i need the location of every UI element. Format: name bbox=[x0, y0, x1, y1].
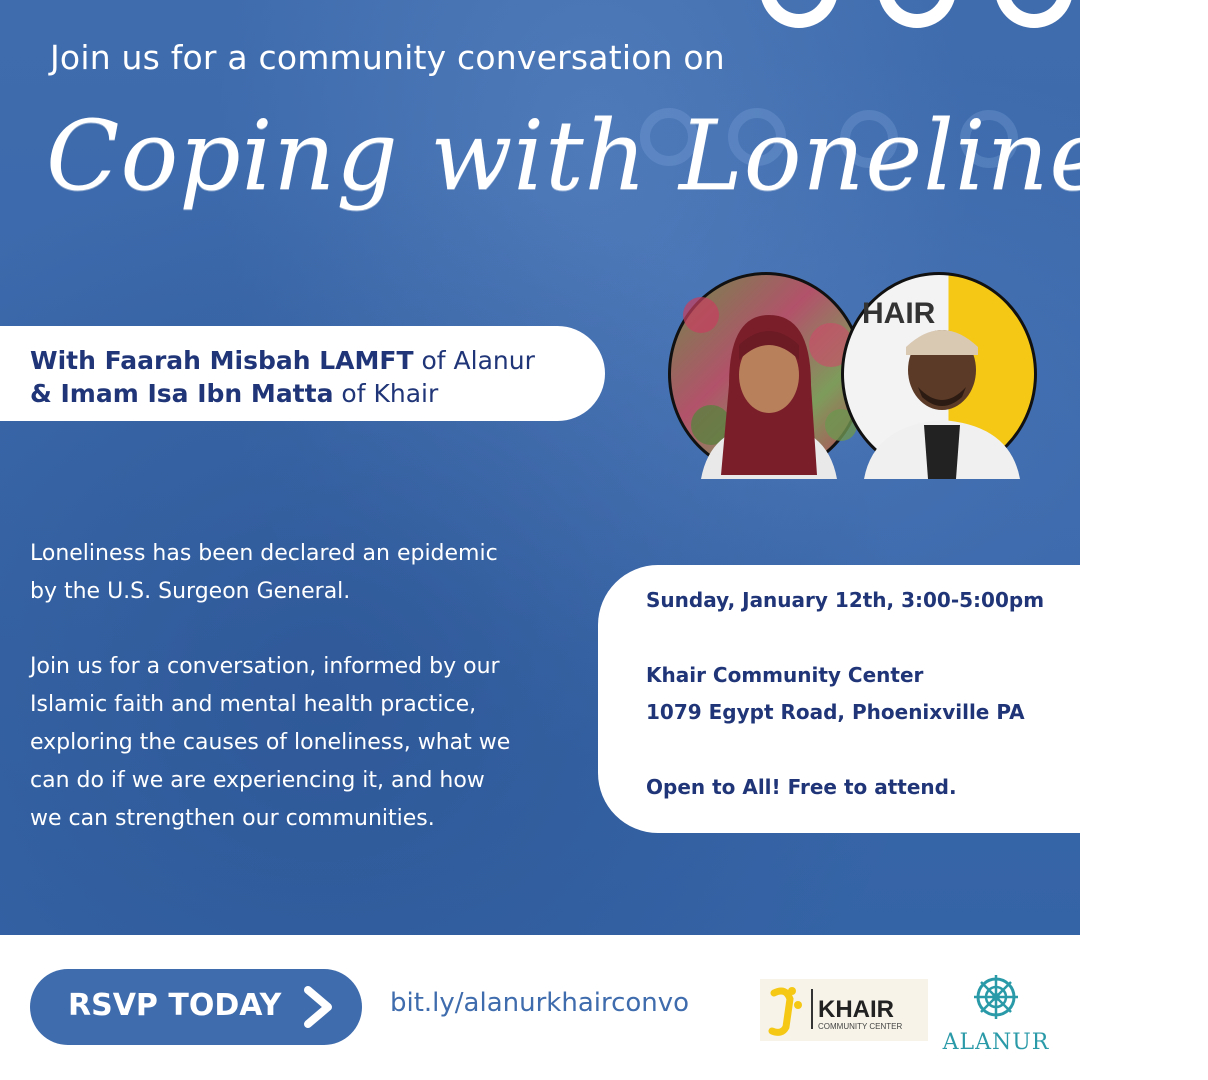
footer bbox=[0, 935, 1080, 1080]
decorative-ring-2 bbox=[878, 0, 956, 28]
event-title: Coping with Loneliness bbox=[46, 100, 1208, 212]
khair-logo-subtext: COMMUNITY CENTER bbox=[818, 1022, 903, 1031]
description-line: we can strengthen our communities. bbox=[30, 806, 435, 831]
event-datetime: Sunday, January 12th, 3:00-5:00pm bbox=[646, 588, 1045, 612]
chevron-right-icon bbox=[300, 985, 336, 1029]
decorative-ring-3 bbox=[995, 0, 1073, 28]
alanur-logo-text: ALANUR bbox=[942, 1030, 1050, 1055]
khair-logo-text: KHAIR bbox=[818, 996, 894, 1023]
description-line: can do if we are experiencing it, and how bbox=[30, 768, 485, 793]
speaker-line-2 bbox=[30, 377, 605, 410]
description-line: Loneliness has been declared an epidemic bbox=[30, 541, 498, 566]
event-address: 1079 Egypt Road, Phoenixville PA bbox=[646, 700, 1025, 724]
speaker-2-name: & Imam Isa Ibn Matta bbox=[30, 379, 334, 408]
description-line: Join us for a conversation, informed by our bbox=[30, 654, 500, 679]
speaker-2-org: of Khair bbox=[333, 379, 439, 408]
description-paragraph-2 bbox=[30, 648, 550, 838]
rsvp-label: RSVP TODAY bbox=[68, 988, 282, 1023]
speaker-photo-faarah bbox=[668, 272, 864, 476]
speaker-1-name: With Faarah Misbah LAMFT bbox=[30, 346, 414, 375]
speaker-line-1 bbox=[30, 344, 605, 377]
alanur-logo bbox=[936, 973, 1056, 1059]
rsvp-link[interactable]: bit.ly/alanurkhairconvo bbox=[390, 988, 690, 1018]
svg-text:HAIR: HAIR bbox=[862, 297, 936, 330]
intro-text: Join us for a community conversation on bbox=[50, 38, 725, 77]
description-line: by the U.S. Surgeon General. bbox=[30, 579, 351, 604]
khair-logo bbox=[760, 979, 928, 1041]
event-details-card bbox=[598, 565, 1080, 833]
description-paragraph-1 bbox=[30, 535, 550, 611]
speaker-portrait-1 bbox=[671, 275, 867, 479]
decorative-ring-1 bbox=[760, 0, 838, 28]
speaker-photo-isa bbox=[841, 272, 1037, 476]
description-line: exploring the causes of loneliness, what we bbox=[30, 730, 511, 755]
speaker-portrait-2 bbox=[844, 275, 1040, 479]
event-venue: Khair Community Center bbox=[646, 663, 924, 687]
description-line: Islamic faith and mental health practice, bbox=[30, 692, 477, 717]
speaker-1-org: of Alanur bbox=[413, 346, 535, 375]
speakers-banner bbox=[0, 326, 605, 421]
event-note: Open to All! Free to attend. bbox=[646, 775, 957, 799]
